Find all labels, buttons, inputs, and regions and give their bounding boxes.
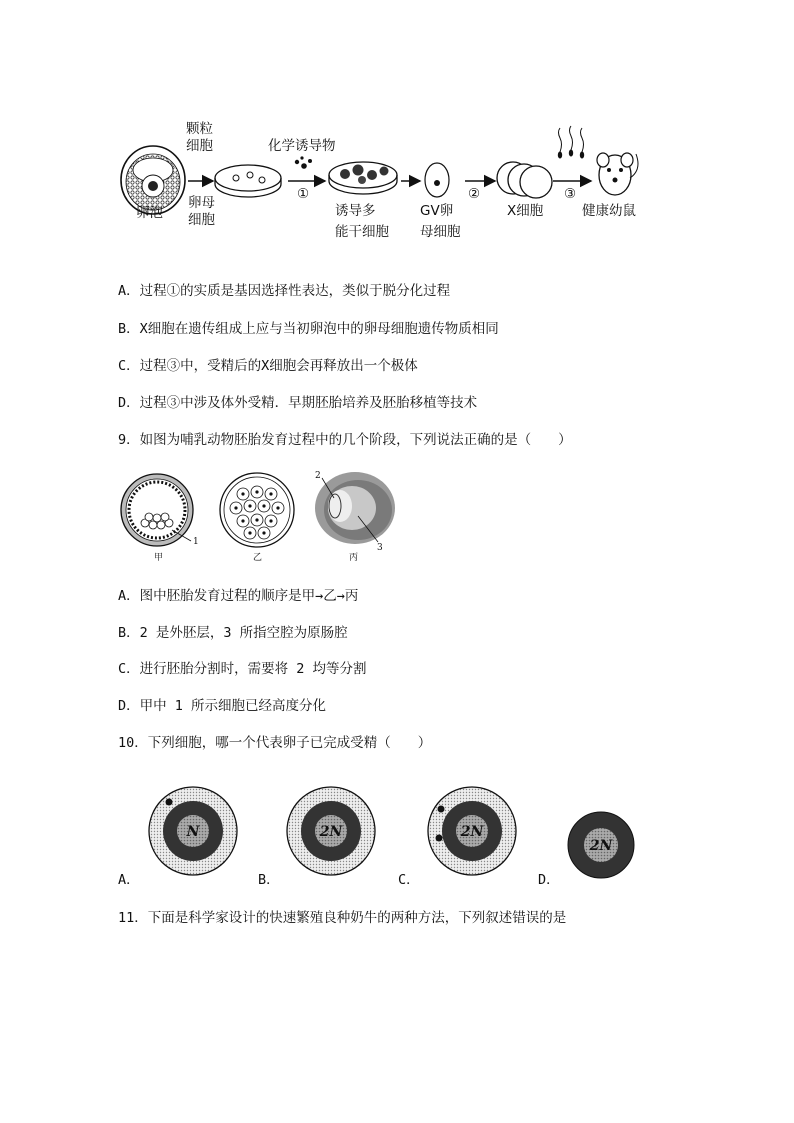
- embryo-bing: [315, 472, 395, 544]
- label-mouse: 健康幼鼠: [582, 203, 636, 219]
- nucleus-label-a: N: [186, 824, 200, 840]
- label-n3: 3: [377, 543, 383, 553]
- label-step-3: ③: [564, 186, 577, 202]
- label-n1: 1: [193, 537, 199, 547]
- label-x-cell: X细胞: [507, 203, 544, 219]
- culture-dish-2: [329, 162, 397, 194]
- label-granulosa-1: 颗粒: [186, 121, 213, 137]
- nucleus-label-b: 2N: [319, 824, 343, 840]
- label-follicle: 卵泡: [136, 205, 163, 221]
- inducer-particles: [295, 156, 312, 168]
- q9-stem: 9．如图为哺乳动物胚胎发育过程中的几个阶段，下列说法正确的是（ ）: [118, 432, 572, 448]
- gv-oocyte-drawing: [425, 163, 449, 197]
- sperm-drawing: [558, 126, 584, 159]
- q8-option-b: B．X细胞在遗传组成上应与当初卵泡中的卵母细胞遗传物质相同: [118, 321, 499, 337]
- figure-embryo-stages: [0, 468, 794, 578]
- q8-option-a: A．过程①的实质是基因选择性表达，类似于脱分化过程: [118, 283, 451, 299]
- q10-option-d: D．: [538, 872, 560, 888]
- label-jia: 甲: [154, 553, 164, 563]
- label-granulosa-2: 细胞: [186, 138, 213, 154]
- x-cells-drawing: [497, 162, 552, 198]
- follicle-drawing: [121, 146, 185, 214]
- label-step-1: ①: [297, 186, 310, 202]
- q10-option-c: C．: [398, 872, 420, 888]
- figure-oocyte-induction: [0, 0, 794, 250]
- label-step-2: ②: [468, 186, 481, 202]
- mouse-drawing: [597, 153, 638, 195]
- label-bing: 丙: [349, 553, 359, 563]
- label-yi: 乙: [253, 553, 263, 563]
- q9-option-a: A．图中胚胎发育过程的顺序是甲→乙→丙: [118, 588, 359, 604]
- culture-dish-1: [215, 165, 281, 197]
- q9-option-b: B．2 是外胚层，3 所指空腔为原肠腔: [118, 625, 348, 641]
- label-gv-1: GV卵: [420, 203, 454, 219]
- nucleus-label-c: 2N: [460, 824, 484, 840]
- nucleus-label-d: 2N: [589, 838, 613, 854]
- label-inducer: 化学诱导物: [268, 138, 336, 154]
- q10-option-a: A．: [118, 872, 140, 888]
- q10-option-b: B．: [258, 872, 280, 888]
- label-ipsc-2: 能干细胞: [335, 224, 389, 240]
- embryo-yi: [220, 473, 294, 547]
- q8-option-c: C．过程③中，受精后的X细胞会再释放出一个极体: [118, 358, 418, 374]
- label-gv-2: 母细胞: [420, 224, 461, 240]
- q8-option-d: D．过程③中涉及体外受精．早期胚胎培养及胚胎移植等技术: [118, 395, 478, 411]
- q9-option-d: D．甲中 1 所示细胞已经高度分化: [118, 698, 327, 714]
- label-oocyte-1: 卵母: [188, 195, 215, 211]
- q9-option-c: C．进行胚胎分割时，需要将 2 均等分割: [118, 661, 367, 677]
- embryo-jia: [121, 474, 193, 546]
- label-ipsc-1: 诱导多: [335, 203, 376, 219]
- q11-stem: 11．下面是科学家设计的快速繁殖良种奶牛的两种方法，下列叙述错误的是: [118, 910, 567, 926]
- label-oocyte-2: 细胞: [188, 212, 215, 228]
- q10-stem: 10．下列细胞，哪一个代表卵子已完成受精（ ）: [118, 735, 432, 751]
- label-n2: 2: [315, 471, 321, 481]
